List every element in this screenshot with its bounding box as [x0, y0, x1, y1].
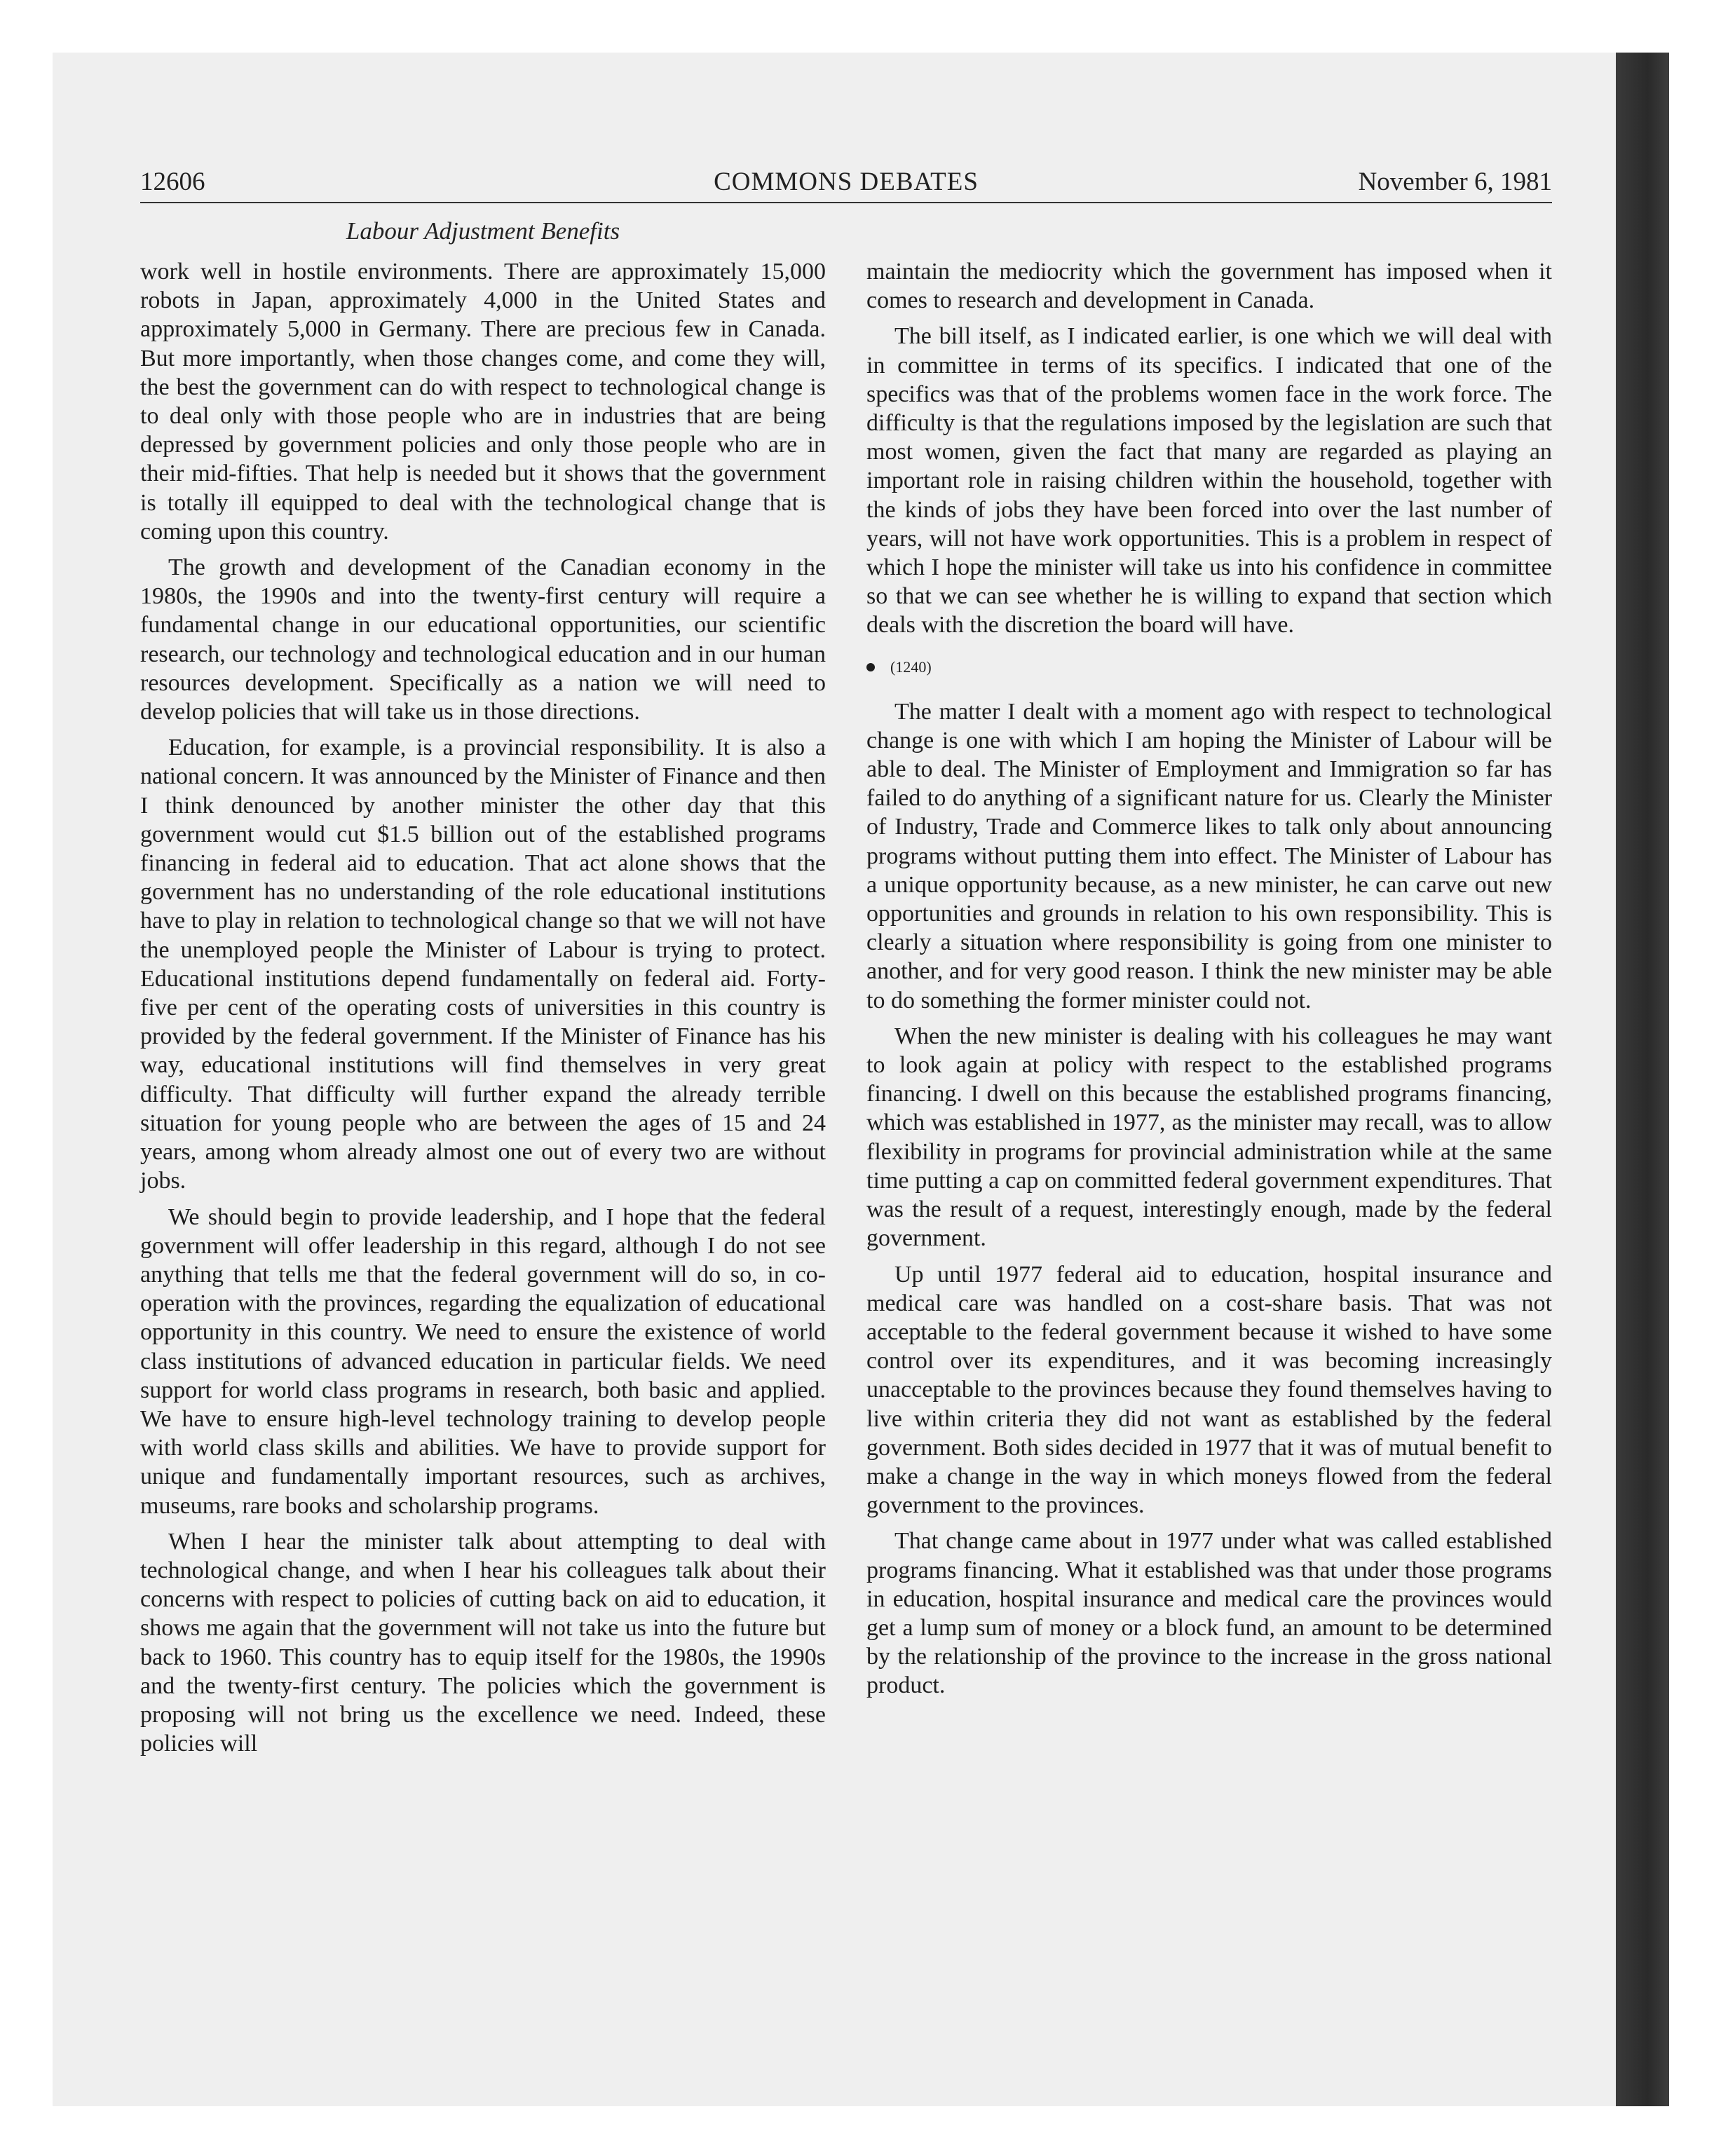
page-date: November 6, 1981 — [1358, 168, 1552, 196]
left-column — [140, 257, 826, 1765]
paragraph: That change came about in 1977 under what was called established programs financing. What it established was that under those programs in education, hospital insurance and medical care the provinces would get a lump sum of money or a block fund, an amount to be determined by the relationship of the province to the increase in the gross national product. — [866, 1528, 1552, 1699]
page-number: 12606 — [140, 168, 205, 196]
section-heading: Labour Adjustment Benefits — [346, 217, 620, 245]
paragraph: We should begin to provide leadership, and I hope that the federal government will offer leadership in this regard, although I do not see anything that tells me that the federal government will do so, in co-operation with the provinces, regarding the equalization of educational opportunity in this country. We need to ensure the existence of world class institutions of advanced education in particular fields. We need support for world class programs in research, both basic and applied. We have to ensure high-level technology training to develop people with world class skills and abilities. We have to provide support for unique and fundamentally important resources, such as archives, museums, rare books and scholarship programs. — [140, 1203, 826, 1519]
paragraph: The bill itself, as I indicated earlier, is one which we will deal with in committee in terms of its specifics. I indicated that one of the specifics was that of the problems women face in the work force. The difficulty is that the regulations imposed by the legislation are such that most women, given the fact that many are regarded as playing an important role in raising children within the household, together with the kinds of jobs they have been forced into over the last number of years, will not have work opportunities. This is a problem in respect of which I hope the minister will take us into his confidence in committee so that we can see whether he is willing to expand that section which deals with the discretion the board will have. — [866, 323, 1552, 639]
paragraph: Education, for example, is a provincial responsibility. It is also a national concern. It was announced by the Minister of Finance and then I think denounced by another minister the other day that this government would cut $1.5 billion out of the established programs financing in federal aid to education. That act alone shows that the government has no understanding of the role educational institutions have to play in relation to technological change so that we will not have the unemployed people the Minister of Labour is trying to protect. Educational institutions depend fundamentally on federal aid. Forty-five per cent of the operating costs of universities in this country is provided by the federal government. If the Minister of Finance has his way, educational institutions will find themselves in very great difficulty. That difficulty will further expand the already terrible situation for young people who are between the ages of 15 and 24 years, among whom already almost one out of every two are without jobs. — [140, 735, 826, 1194]
paragraph: When I hear the minister talk about attempting to deal with technological change, and when I hear his colleagues talk about their concerns with respect to policies of cutting back on aid to education, it shows me again that the government will not take us into the future but back to 1960. This country has to equip itself for the 1980s, the 1990s and the twenty-first century. The policies which the government is proposing will not bring us the excellence we need. Indeed, these policies will — [140, 1528, 826, 1757]
paragraph: Up until 1977 federal aid to education, hospital insurance and medical care was handled on a cost-share basis. That was not acceptable to the federal government because it wished to have some control over its expenditures, and it was becoming increasingly unacceptable to the provinces because they found themselves having to live within criteria they did not want as established by the federal government. Both sides decided in 1977 that it was of mutual benefit to make a change in the way in which moneys flowed from the federal government to the provinces. — [866, 1261, 1552, 1519]
bullet-icon — [866, 663, 875, 671]
paragraph: work well in hostile environments. There are approximately 15,000 robots in Japan, approximately 4,000 in the United States and approximately 5,000 in Germany. There are precious few in Canada. But more importantly, when those changes come, and come they will, the best the government can do with respect to technological change is to deal only with those people who are in industries that are being depressed by government policies and only those people who are in their mid-fifties. That help is needed but it shows that the government is totally ill equipped to deal with the technological change that is coming upon this country. — [140, 259, 826, 545]
paragraph: The growth and development of the Canadian economy in the 1980s, the 1990s and into the twenty-first century will require a fundamental change in our educational opportunities, our scientific research, our technology and technological education and in our human resources development. Specifically as a nation we will need to develop policies that will take us in those directions. — [140, 554, 826, 725]
paragraph: When the new minister is dealing with his colleagues he may want to look again at policy with respect to the established programs financing. I dwell on this because the established programs financing, which was established in 1977, as the minister may recall, was to allow flexibility in programs for provincial administration while at the same time putting a cap on committed federal government expenditures. That was the result of a request, interestingly enough, made by the federal government. — [866, 1023, 1552, 1252]
running-title: COMMONS DEBATES — [714, 168, 979, 196]
time-marker — [866, 657, 1552, 678]
paragraph: The matter I dealt with a moment ago with respect to technological change is one with which I am hoping the Minister of Labour will be able to deal. The Minister of Employment and Immigration so far has failed to do anything of a significant nature for us. Clearly the Minister of Industry, Trade and Commerce likes to talk only about announcing programs without putting them into effect. The Minister of Labour has a unique opportunity because, as a new minister, he can carve out new opportunities and grounds in relation to his own responsibility. This is clearly a situation where responsibility is going from one minister to another, and for very good reason. I think the new minister may be able to do something the former minister could not. — [866, 698, 1552, 1014]
page-header — [140, 167, 1552, 200]
header-rule — [140, 202, 1552, 203]
paragraph: maintain the mediocrity which the government has imposed when it comes to research and development in Canada. — [866, 259, 1552, 314]
right-column — [866, 257, 1552, 1707]
time-marker-text: (1240) — [890, 657, 932, 676]
scan-edge-shadow — [1616, 53, 1669, 2106]
